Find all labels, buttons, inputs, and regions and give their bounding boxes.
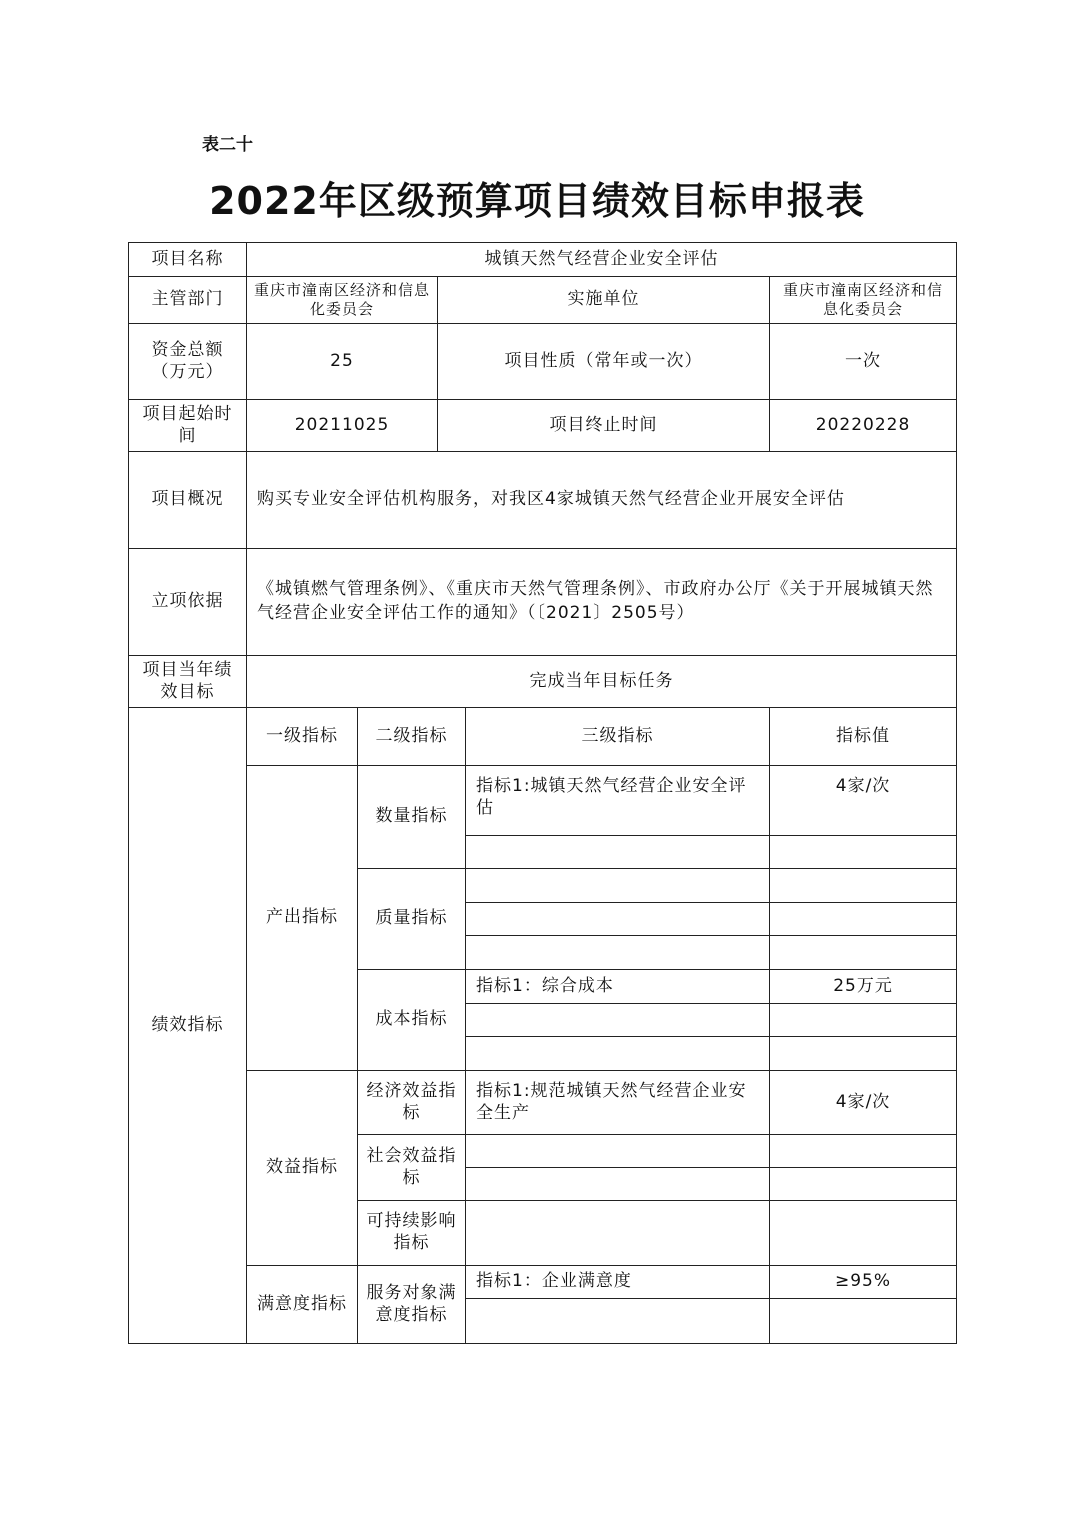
start-label: 项目起始时间 (129, 400, 247, 452)
empty-cell (466, 1168, 770, 1201)
header-level2: 二级指标 (358, 708, 466, 766)
table-row (129, 1266, 957, 1299)
impl-label: 实施单位 (438, 277, 770, 324)
service-item-name: 指标1：企业满意度 (466, 1266, 770, 1299)
service-satisfaction-label: 服务对象满意度指标 (358, 1266, 466, 1344)
goal-value: 完成当年目标任务 (247, 656, 957, 708)
fund-value: 25 (247, 324, 438, 400)
empty-cell (466, 1201, 770, 1266)
empty-cell (770, 1037, 957, 1071)
empty-cell (770, 869, 957, 903)
dept-label: 主管部门 (129, 277, 247, 324)
project-name-value: 城镇天然气经营企业安全评估 (247, 243, 957, 277)
empty-cell (770, 1135, 957, 1168)
economic-item-name: 指标1:规范城镇天然气经营企业安全生产 (466, 1071, 770, 1135)
sustain-label: 可持续影响指标 (358, 1201, 466, 1266)
basis-label: 立项依据 (129, 549, 247, 656)
economic-label: 经济效益指标 (358, 1071, 466, 1135)
empty-cell (770, 1299, 957, 1344)
empty-cell (466, 1037, 770, 1071)
row-project-name (129, 243, 957, 277)
economic-item-value: 4家/次 (770, 1071, 957, 1135)
dept-value: 重庆市潼南区经济和信息化委员会 (247, 277, 438, 324)
cost-item-name: 指标1：综合成本 (466, 970, 770, 1004)
header-value: 指标值 (770, 708, 957, 766)
row-basis (129, 549, 957, 656)
empty-cell (466, 1004, 770, 1037)
row-fund (129, 324, 957, 400)
quantity-item-name: 指标1:城镇天然气经营企业安全评估 (466, 766, 770, 836)
empty-cell (466, 836, 770, 869)
header-level3: 三级指标 (466, 708, 770, 766)
empty-cell (770, 903, 957, 936)
nature-label: 项目性质（常年或一次） (438, 324, 770, 400)
cost-label: 成本指标 (358, 970, 466, 1071)
benefit-label: 效益指标 (247, 1071, 358, 1266)
end-label: 项目终止时间 (438, 400, 770, 452)
fund-label: 资金总额（万元） (129, 324, 247, 400)
basis-value: 《城镇燃气管理条例》、《重庆市天然气管理条例》、市政府办公厅《关于开展城镇天然气经营企业安全评估工作的通知》（〔2021〕2505号） (247, 549, 957, 656)
empty-cell (466, 869, 770, 903)
row-indicator-headers (129, 708, 957, 766)
empty-cell (770, 936, 957, 970)
impl-value: 重庆市潼南区经济和信息化委员会 (770, 277, 957, 324)
cost-item-value: 25万元 (770, 970, 957, 1004)
satisfaction-label: 满意度指标 (247, 1266, 358, 1344)
empty-cell (466, 936, 770, 970)
empty-cell (770, 1168, 957, 1201)
indicators-section-label: 绩效指标 (129, 708, 247, 1344)
empty-cell (770, 1201, 957, 1266)
nature-value: 一次 (770, 324, 957, 400)
row-dates (129, 400, 957, 452)
start-value: 20211025 (247, 400, 438, 452)
social-label: 社会效益指标 (358, 1135, 466, 1201)
quantity-label: 数量指标 (358, 766, 466, 869)
quality-label: 质量指标 (358, 869, 466, 970)
row-goal (129, 656, 957, 708)
empty-cell (466, 1299, 770, 1344)
overview-value: 购买专业安全评估机构服务，对我区4家城镇天然气经营企业开展安全评估 (247, 452, 957, 549)
header-level1: 一级指标 (247, 708, 358, 766)
empty-cell (466, 1135, 770, 1168)
quantity-item-value: 4家/次 (770, 766, 957, 836)
output-label: 产出指标 (247, 766, 358, 1071)
end-value: 20220228 (770, 400, 957, 452)
table-row (129, 1071, 957, 1135)
empty-cell (466, 903, 770, 936)
performance-form-table (128, 242, 957, 1344)
table-row (129, 766, 957, 836)
project-name-label: 项目名称 (129, 243, 247, 277)
table-label: 表二十 (202, 135, 253, 155)
page-title: 2022年区级预算项目绩效目标申报表 (209, 179, 865, 223)
row-overview (129, 452, 957, 549)
empty-cell (770, 836, 957, 869)
overview-label: 项目概况 (129, 452, 247, 549)
service-item-value: ≥95% (770, 1266, 957, 1299)
row-department (129, 277, 957, 324)
goal-label: 项目当年绩效目标 (129, 656, 247, 708)
empty-cell (770, 1004, 957, 1037)
